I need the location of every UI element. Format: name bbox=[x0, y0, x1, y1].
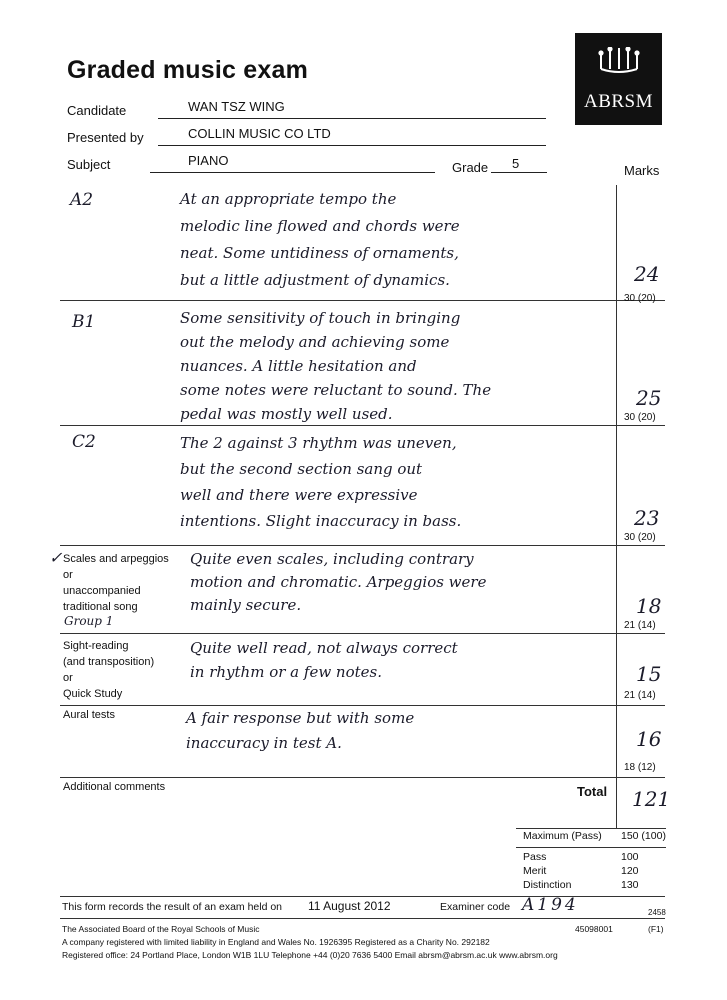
section-score: 15 bbox=[636, 662, 662, 686]
aural-label: Aural tests bbox=[63, 709, 115, 721]
section-max: 30 (20) bbox=[624, 293, 656, 304]
section-score: 23 bbox=[634, 506, 660, 530]
section-label: B1 bbox=[72, 312, 96, 332]
examiner-value: A194 bbox=[522, 895, 579, 915]
grade-label: Grade bbox=[452, 160, 489, 175]
subject-label: Subject bbox=[67, 157, 111, 172]
scales-label-line: traditional song bbox=[63, 601, 138, 613]
section-divider bbox=[60, 300, 665, 301]
section-divider bbox=[60, 777, 665, 778]
subject-line bbox=[150, 172, 435, 173]
crown-icon bbox=[598, 47, 640, 77]
scales-label-line: unaccompanied bbox=[63, 585, 141, 597]
form-title: Graded music exam bbox=[67, 56, 309, 84]
section-max: 18 (12) bbox=[624, 762, 656, 773]
record-text: This form records the result of an exam held on bbox=[62, 901, 283, 913]
pass-label: Pass bbox=[523, 851, 547, 863]
section-score: 24 bbox=[634, 262, 660, 286]
scales-label-line: Scales and arpeggios bbox=[63, 553, 169, 565]
total-divider bbox=[616, 778, 617, 828]
max-label: Maximum (Pass) bbox=[523, 830, 602, 842]
section-score: 16 bbox=[636, 727, 662, 751]
candidate-label: Candidate bbox=[67, 103, 127, 118]
section-max: 30 (20) bbox=[624, 532, 656, 543]
additional-comments-label: Additional comments bbox=[63, 781, 166, 793]
grade-value: 5 bbox=[512, 156, 520, 171]
pass-value: 100 bbox=[621, 851, 639, 863]
section-score: 18 bbox=[636, 594, 662, 618]
section-divider bbox=[60, 633, 665, 634]
group-note: Group 1 bbox=[64, 614, 114, 628]
sight-reading-label-line: Quick Study bbox=[63, 688, 123, 700]
max-value: 150 (100) bbox=[621, 830, 666, 842]
subject-value: PIANO bbox=[188, 153, 229, 168]
section-comment: Quite well read, not always correct in rhythm or a few notes. bbox=[190, 639, 458, 681]
section-max: 21 (14) bbox=[624, 620, 656, 631]
results-top-line bbox=[516, 828, 666, 829]
form-number: 2458 bbox=[648, 908, 666, 917]
presented-value: COLLIN MUSIC CO LTD bbox=[188, 126, 331, 141]
distinction-value: 130 bbox=[621, 879, 639, 891]
office-info: Registered office: 24 Portland Place, London W1B 1LU Telephone +44 (0)20 7636 5400 Email abrsm@abrsm.ac.uk www.abrsm.org bbox=[62, 950, 558, 960]
board-name: The Associated Board of the Royal Schools of Music bbox=[62, 924, 260, 934]
company-info: A company registered with limited liability in England and Wales No. 1926395 Registered as a Charity No. 292182 bbox=[62, 937, 490, 947]
section-label: A2 bbox=[70, 190, 94, 210]
abrsm-logo bbox=[575, 33, 662, 125]
section-comment: Quite even scales, including contrary motion and chromatic. Arpeggios were mainly secure. bbox=[190, 550, 487, 614]
results-mid-line bbox=[516, 847, 666, 848]
sight-reading-label-line: (and transposition) bbox=[63, 656, 155, 668]
total-value: 121 bbox=[632, 787, 671, 811]
marks-label: Marks bbox=[624, 163, 660, 178]
sight-reading-label bbox=[63, 638, 154, 702]
exam-date: 11 August 2012 bbox=[308, 899, 391, 913]
merit-value: 120 bbox=[621, 865, 639, 877]
candidate-value: WAN TSZ WING bbox=[188, 99, 285, 114]
sight-reading-label-line: or bbox=[63, 672, 73, 684]
logo-text: ABRSM bbox=[583, 91, 654, 112]
section-label: C2 bbox=[72, 432, 96, 452]
section-divider bbox=[60, 545, 665, 546]
section-comment: Some sensitivity of touch in bringing out the melody and achieving some nuances. A little hesitation and some notes were reluctant to sound. The pedal was mostly well used. bbox=[180, 309, 492, 423]
section-comment: At an appropriate tempo the melodic line flowed and chords were neat. Some untidiness of ornaments, but a little adjustment of dynamics. bbox=[180, 190, 460, 289]
tick-icon: ✓ bbox=[49, 548, 63, 567]
section-max: 21 (14) bbox=[624, 690, 656, 701]
scales-label bbox=[63, 551, 169, 615]
candidate-line bbox=[158, 118, 546, 119]
ref-suffix: (F1) bbox=[648, 924, 664, 934]
section-comment: The 2 against 3 rhythm was uneven, but the second section sang out well and there were expressive intentions. Slight inaccuracy in bass. bbox=[180, 434, 462, 530]
total-label: Total bbox=[577, 784, 608, 799]
scales-label-line: or bbox=[63, 569, 73, 581]
section-score: 25 bbox=[636, 386, 662, 410]
distinction-label: Distinction bbox=[523, 879, 572, 891]
section-comment: A fair response but with some inaccuracy in test A. bbox=[186, 709, 415, 752]
presented-label: Presented by bbox=[67, 130, 144, 145]
footer-bottom-line bbox=[60, 918, 665, 919]
section-max: 30 (20) bbox=[624, 412, 656, 423]
marks-column-divider bbox=[616, 185, 617, 828]
grade-line bbox=[491, 172, 547, 173]
sight-reading-label-line: Sight-reading bbox=[63, 640, 129, 652]
presented-line bbox=[158, 145, 546, 146]
examiner-label: Examiner code bbox=[440, 901, 511, 913]
ref-code: 45098001 bbox=[575, 924, 613, 934]
merit-label: Merit bbox=[523, 865, 547, 877]
